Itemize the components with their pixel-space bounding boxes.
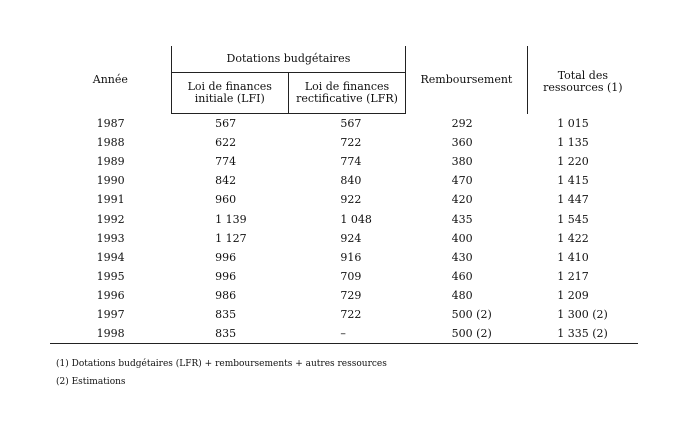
table-row [50, 324, 638, 344]
remb-cell: 380 [451, 155, 473, 169]
table-row [50, 133, 638, 152]
total-cell: 1 415 [557, 174, 589, 188]
footnote-1: (1) Dotations budgétaires (LFR) + remboursements + autres ressources [56, 359, 387, 369]
lfi-cell: 774 [215, 155, 237, 169]
remb-cell: 420 [451, 193, 473, 207]
footnote-2: (2) Estimations [56, 377, 126, 387]
remb-cell: 360 [451, 136, 473, 150]
year-cell: 1992 [96, 212, 125, 226]
total-cell: 1 545 [557, 212, 589, 226]
remb-cell: 430 [451, 250, 473, 264]
lfr-cell: 729 [340, 288, 362, 302]
header-total: Total des ressources (1) [527, 46, 638, 114]
year-cell: 1998 [50, 324, 171, 344]
table-row [50, 209, 638, 228]
remb-cell: 400 [451, 231, 473, 245]
total-cell: 1 422 [557, 231, 589, 245]
year-cell: 1995 [96, 269, 125, 283]
total-cell: 1 410 [557, 250, 589, 264]
year-cell: 1997 [96, 307, 125, 321]
lfi-cell: 835 [215, 307, 237, 321]
total-cell: 1 300 (2) [557, 307, 608, 321]
year-cell: 1993 [96, 231, 125, 245]
remb-cell: 460 [451, 269, 473, 283]
remb-cell: 470 [451, 174, 473, 188]
lfi-cell: 996 [215, 269, 237, 283]
total-cell: 1 220 [557, 155, 589, 169]
remb-cell: 435 [451, 212, 473, 226]
lfr-cell: 1 048 [340, 212, 372, 226]
remb-cell: 292 [451, 116, 473, 130]
lfr-cell: 774 [340, 155, 362, 169]
table-row [50, 229, 638, 248]
table-row [50, 114, 638, 134]
year-cell: 1989 [96, 155, 125, 169]
year-cell: 1990 [96, 174, 125, 188]
total-cell: 1 217 [557, 269, 589, 283]
total-cell: 1 209 [557, 288, 589, 302]
remb-cell: 500 (2) [406, 324, 528, 344]
lfi-cell: 842 [215, 174, 237, 188]
header-dotations: Dotations budgétaires [171, 46, 406, 73]
total-cell: 1 015 [557, 116, 589, 130]
total-cell: 1 335 (2) [527, 324, 638, 344]
header-lfr: Loi de finances rectificative (LFR) [288, 73, 405, 114]
remb-cell: 480 [451, 288, 473, 302]
lfi-cell: 567 [215, 117, 237, 131]
year-cell: 1987 [96, 116, 125, 130]
lfr-cell: 924 [340, 231, 362, 245]
year-cell: 1994 [96, 250, 125, 264]
table-row [50, 190, 638, 209]
lfi-cell: 622 [215, 136, 237, 150]
total-cell: 1 135 [557, 136, 589, 150]
table-body [50, 114, 638, 344]
lfr-cell: 722 [340, 136, 362, 150]
lfr-cell: 709 [340, 269, 362, 283]
lfi-cell: 1 127 [215, 231, 247, 245]
lfr-cell: 567 [340, 117, 362, 131]
remb-cell: 500 (2) [451, 307, 492, 321]
footnotes [56, 358, 387, 394]
lfi-cell: 986 [215, 288, 237, 302]
lfr-cell: 922 [340, 193, 362, 207]
year-cell: 1988 [96, 136, 125, 150]
table-row [50, 305, 638, 324]
lfr-cell: 840 [340, 174, 362, 188]
lfi-cell: 1 139 [215, 212, 247, 226]
header-remboursement: Remboursement [406, 46, 528, 114]
header-lfi: Loi de finances initiale (LFI) [171, 73, 288, 114]
resources-table [50, 46, 638, 344]
total-cell: 1 447 [557, 193, 589, 207]
year-cell: 1996 [96, 288, 125, 302]
table-row [50, 171, 638, 190]
table-row [50, 152, 638, 171]
lfr-cell: – [288, 324, 405, 344]
lfi-cell: 835 [171, 324, 288, 344]
lfi-cell: 996 [215, 250, 237, 264]
year-cell: 1991 [96, 193, 125, 207]
table-row [50, 286, 638, 305]
lfi-cell: 960 [215, 193, 237, 207]
table-row [50, 267, 638, 286]
header-annee: Année [92, 72, 128, 86]
lfr-cell: 916 [340, 250, 362, 264]
table-row [50, 248, 638, 267]
lfr-cell: 722 [340, 307, 362, 321]
